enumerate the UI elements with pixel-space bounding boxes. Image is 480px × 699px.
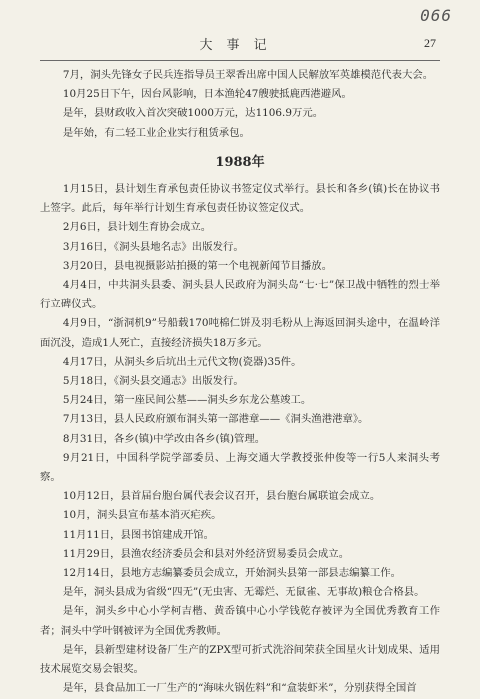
chronicle-entry: 3月20日，县电视摄影站拍摄的第一个电视新闻节目播放。 [62, 259, 333, 272]
chronicle-entry: 是年，县食品加工一厂生产的“海味火锅佐料”和“盒装虾米”，分别获得全国首 [62, 682, 417, 695]
chronicle-entry: 4月4日，中共洞头县委、洞头县人民政府为洞头岛“七·七”保卫战中牺牲的烈士举行立碑仪式。 [40, 279, 440, 311]
chronicle-entry: 是年，洞头县成为省级“四无”(无虫害、无霉烂、无鼠雀、无事故)粮仓合格县。 [62, 586, 425, 599]
chronicle-entry: 10月，洞头县宣布基本消灭疟疾。 [62, 509, 222, 522]
chronicle-entry: 2月6日，县计划生育协会成立。 [62, 221, 212, 234]
chronicle-entry: 是年，县新型建材设备厂生产的ZPX型可折式洗浴间荣获全国星火计划成果、适用技术展览交易会银奖。 [40, 643, 440, 676]
chronicle-entry: 4月9日，“浙洞机9”号船载170吨棉仁饼及羽毛粉从上海返回洞头途中，在温岭洋面沉没，造成1人死亡，直接经济损失18万多元。 [40, 317, 440, 349]
chronicle-entry: 11月11日，县图书馆建成开馆。 [62, 528, 215, 541]
chronicle-entry: 5月24日，第一座民间公墓——洞头乡东龙公墓竣工。 [62, 394, 312, 407]
intro-paragraph: 7月，洞头先锋女子民兵连指导员王翠香出席中国人民解放军英雄模范代表大会。 [62, 69, 434, 81]
chronicle-entry: 12月14日，县地方志编纂委员会成立，开始洞头县第一部县志编纂工作。 [62, 567, 402, 580]
year-heading: 1988年 [215, 154, 265, 170]
header-rule [40, 60, 440, 61]
handwritten-page-stamp: 066 [420, 6, 452, 25]
chronicle-entry: 7月13日，县人民政府颁布洞头第一部港章——《洞头渔港港章》。 [62, 413, 369, 426]
chronicle-entry: 10月12日，县首届台胞台属代表会议召开，县台胞台属联谊会成立。 [62, 490, 381, 503]
chronicle-entry: 11月29日，县渔农经济委员会和县对外经济贸易委员会成立。 [62, 547, 350, 560]
intro-paragraph: 10月25日下午，因台风影响，日本渔轮47艘驶抵鹿西港避风。 [62, 88, 352, 101]
chronicle-entry: 8月31日，各乡(镇)中学改由各乡(镇)管理。 [62, 432, 266, 445]
chronicle-entry: 是年，洞头乡中心小学柯吉楷、黄岙镇中心小学钱乾存被评为全国优秀教育工作者；洞头中学叶钢被评为全国优秀教师。 [40, 605, 440, 637]
chronicle-entry: 3月16日，《洞头县地名志》出版发行。 [62, 240, 244, 253]
intro-paragraph: 是年，县财政收入首次突破1000万元，达1106.9万元。 [62, 107, 324, 120]
page-body [40, 66, 440, 699]
chronicle-entry: 4月17日，从洞头乡后坑出土元代文物(瓷器)35件。 [62, 355, 302, 368]
page-number: 27 [424, 36, 436, 50]
chronicle-entry: 1月15日，县计划生育承包责任协议书签定仪式举行。县长和各乡(镇)长在协议书上签字。此后，每年举行计划生育承包责任协议签定仪式。 [40, 183, 440, 215]
chronicle-entry: 5月18日，《洞头县交通志》出版发行。 [62, 375, 244, 388]
intro-paragraph: 是年始，有二轻工业企业实行租赁承包。 [62, 126, 250, 139]
chronicle-entry: 9月21日，中国科学院学部委员、上海交通大学教授张仲俊等一行5人来洞头考察。 [40, 451, 440, 484]
running-header-title: 大事记 [199, 38, 281, 53]
